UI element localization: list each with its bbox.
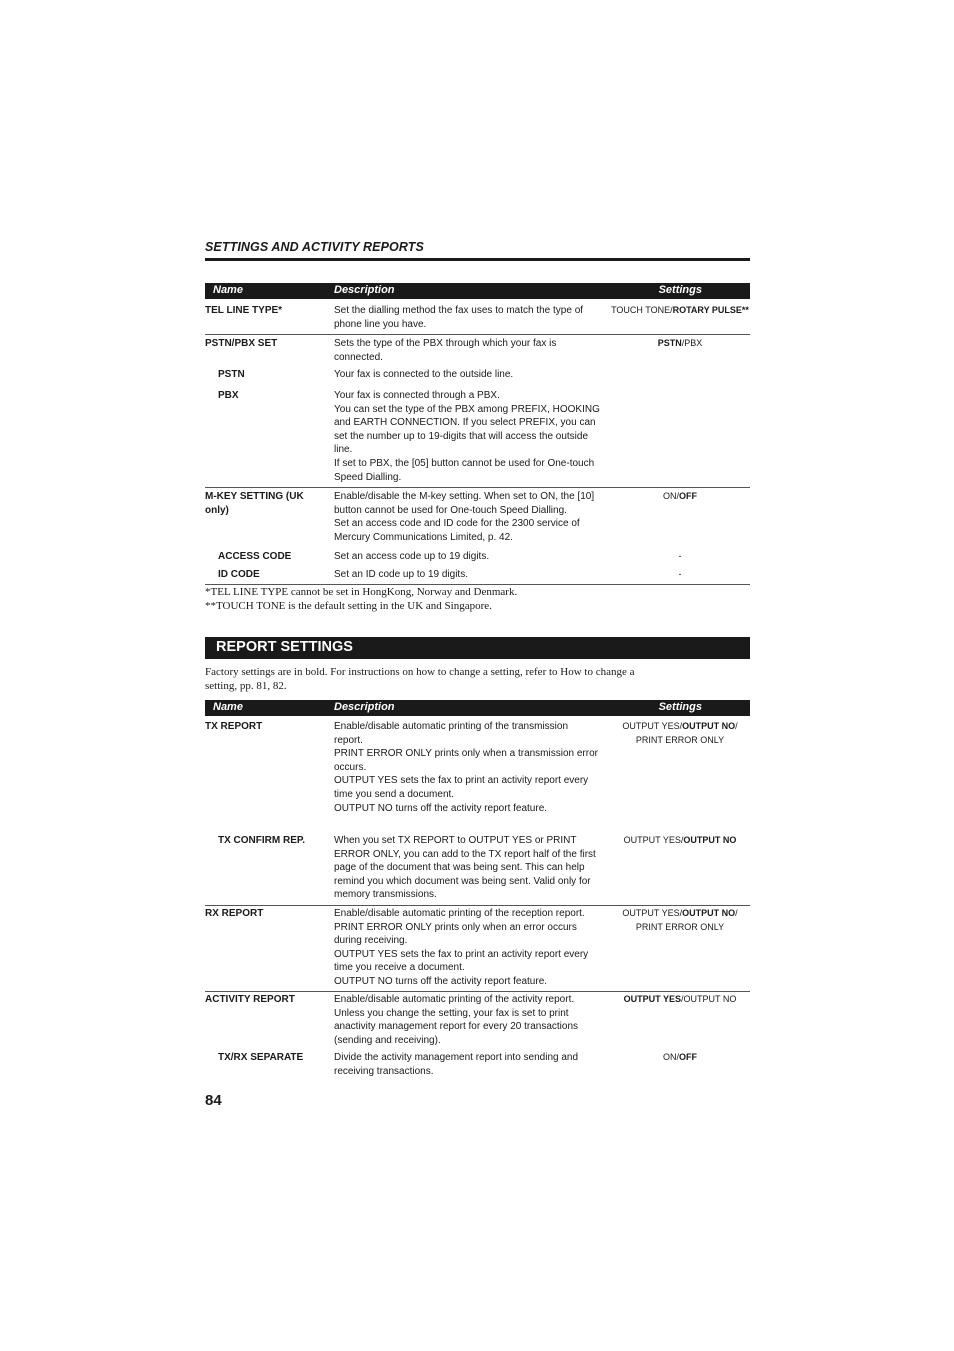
- row-description: Set an ID code up to 19 digits.: [334, 569, 468, 580]
- row-name: TX/RX SEPARATE: [218, 1052, 304, 1063]
- row-name: PSTN/PBX SET: [205, 338, 278, 349]
- row-name: M-KEY SETTING (UK only): [205, 491, 304, 516]
- page-number: 84: [205, 1092, 222, 1109]
- row-settings: OUTPUT YES/OUTPUT NO/ PRINT ERROR ONLY: [622, 908, 738, 932]
- table-row: [205, 905, 750, 991]
- row-settings: ON/OFF: [662, 1052, 697, 1062]
- row-description: Your fax is connected through a PBX. You can set the type of the PBX among PREFIX, HOOKING and EARTH CONNECTION. If you select PREFIX, you can set the number up to 19-digits that will access the outside line. If set to PBX, the [05] button cannot be used for One-touch Speed Dialling.: [334, 390, 600, 483]
- row-settings: -: [678, 569, 682, 579]
- table-row: [205, 834, 750, 904]
- row-description: Sets the type of the PBX through which your fax is connected.: [334, 338, 557, 363]
- table-row: [205, 568, 750, 584]
- row-settings: -: [678, 551, 682, 561]
- settings-table-2: [205, 700, 750, 1077]
- row-name: PSTN: [218, 369, 245, 380]
- section-intro: Factory settings are in bold. For instructions on how to change a setting, refer to How to change a setting, pp. 81, 82.: [205, 666, 635, 692]
- row-description: Set the dialling method the fax uses to match the type of phone line you have.: [334, 305, 584, 330]
- row-settings: PSTN/PBX: [657, 338, 703, 348]
- column-header-description: Description: [334, 284, 395, 296]
- row-description: Enable/disable automatic printing of the activity report. Unless you change the setting, your fax is set to print anactivity management report for every 20 transactions (sending and receiving).: [334, 994, 579, 1046]
- row-settings: OUTPUT YES/OUTPUT NO: [623, 994, 737, 1004]
- row-settings: OUTPUT YES/OUTPUT NO/ PRINT ERROR ONLY: [622, 721, 738, 745]
- row-name: PBX: [218, 390, 239, 401]
- row-description: Enable/disable automatic printing of the transmission report. PRINT ERROR ONLY prints only when a transmission error occurs. OUTPUT YES sets the fax to print an activity report every time you send a document. OUTPUT NO turns off the activity report feature.: [334, 721, 598, 814]
- table-row: [205, 991, 750, 1050]
- header-rule: [205, 258, 750, 261]
- row-description: Divide the activity management report into sending and receiving transactions.: [334, 1052, 579, 1077]
- running-header: SETTINGS AND ACTIVITY REPORTS: [205, 240, 424, 254]
- settings-table-1: [205, 283, 750, 580]
- table-header-row: [205, 700, 750, 716]
- row-name: RX REPORT: [205, 908, 264, 919]
- row-name: ACCESS CODE: [218, 551, 292, 562]
- row-description: Set an access code up to 19 digits.: [334, 551, 490, 562]
- table-header-row: [205, 283, 750, 299]
- row-description: Enable/disable automatic printing of the reception report. PRINT ERROR ONLY prints only when an error occurs during receiving. OUTPUT YES sets the fax to print an activity report every time you receive a document. OUTPUT NO turns off the activity report feature.: [334, 908, 589, 987]
- row-description: When you set TX REPORT to OUTPUT YES or PRINT ERROR ONLY, you can add to the TX report half of the first page of the document that was being sent. This can help remind you which document was being sent. Valid only for memory transmissions.: [334, 835, 596, 901]
- section-title: REPORT SETTINGS: [216, 639, 353, 655]
- footnote-2: **TOUCH TONE is the default setting in the UK and Singapore.: [205, 600, 492, 612]
- row-name: TX REPORT: [205, 721, 263, 732]
- row-name: TX CONFIRM REP.: [218, 835, 306, 846]
- table-row: [205, 389, 750, 485]
- row-settings: OUTPUT YES/OUTPUT NO: [623, 835, 737, 845]
- footnote-1: *TEL LINE TYPE cannot be set in HongKong, Norway and Denmark.: [205, 586, 518, 598]
- row-name: ACTIVITY REPORT: [205, 994, 295, 1005]
- row-settings: ON/OFF: [662, 491, 697, 501]
- row-name: TEL LINE TYPE*: [205, 305, 283, 316]
- row-description: Your fax is connected to the outside line.: [334, 369, 514, 380]
- section-heading-bar: [205, 637, 750, 659]
- table-row: [205, 1051, 750, 1081]
- column-header-description: Description: [334, 701, 395, 713]
- table-row: [205, 368, 750, 384]
- row-description: Enable/disable the M-key setting. When set to ON, the [10] button cannot be used for One-touch Speed Dialling. Set an access code and ID code for the 2300 service of Mercury Communications Limited, p. 42.: [334, 491, 595, 543]
- table-row: [205, 334, 750, 365]
- row-name: ID CODE: [218, 569, 260, 580]
- table-row: [205, 550, 750, 566]
- column-header-name: Name: [213, 284, 243, 296]
- column-header-settings: Settings: [658, 701, 702, 713]
- table-row: [205, 487, 750, 548]
- row-settings: TOUCH TONE/ROTARY PULSE**: [611, 305, 749, 315]
- column-header-settings: Settings: [658, 284, 702, 296]
- table-row: [205, 304, 750, 334]
- table-row: [205, 720, 750, 816]
- column-header-name: Name: [213, 701, 243, 713]
